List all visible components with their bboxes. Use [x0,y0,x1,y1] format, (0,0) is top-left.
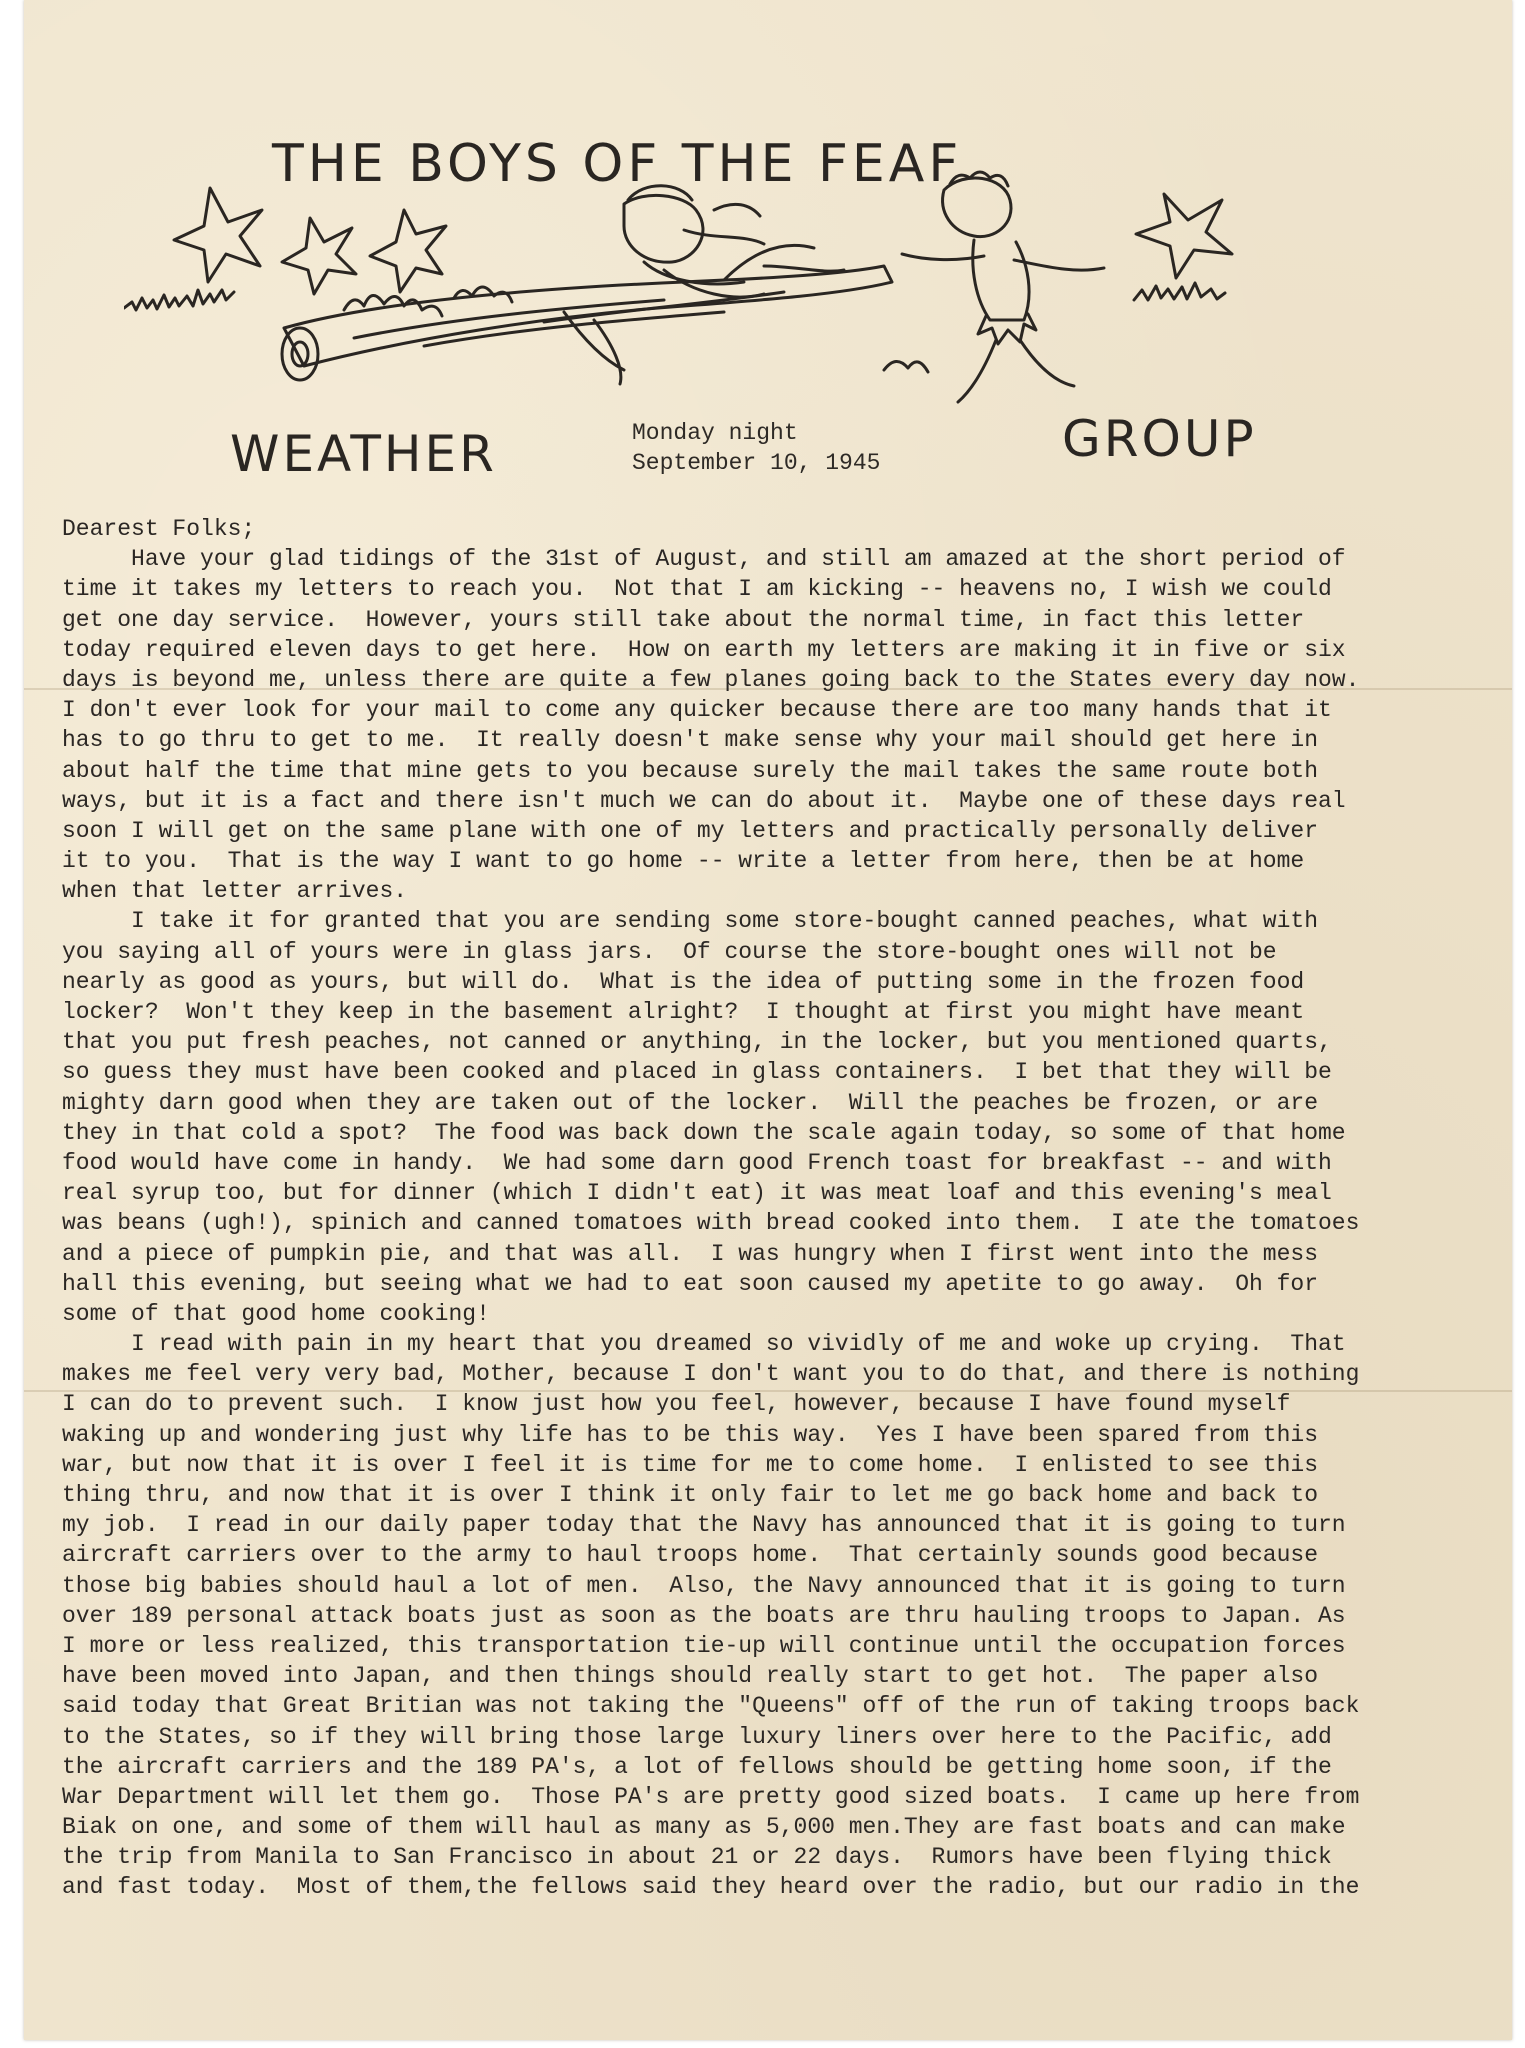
log-end-core [292,342,308,366]
letter-line: hall this evening, but seeing what we had to eat soon caused my apetite to go away. Oh for [62,1270,1319,1297]
letter-body [62,514,1502,1903]
masthead-group: GROUP [1062,410,1257,468]
letter-line: aircraft carriers over to the army to haul troops home. That certainly sounds good because [62,1542,1319,1569]
character-head [943,178,1011,237]
letter-line: have been moved into Japan, and then things should really start to get hot. The paper also [62,1663,1319,1690]
letter-line: real syrup too, but for dinner (which I didn't eat) it was meat loaf and this evening's meal [62,1180,1332,1207]
star-icon [1136,194,1232,278]
star-icon [174,188,262,282]
bush [884,361,928,372]
star-icon [370,210,446,292]
letter-line: over 189 personal attack boats just as soon as the boats are thru hauling troops to Japan. As [62,1602,1346,1629]
character-legs [958,340,1074,402]
letter-line: locker? Won't they keep in the basement alright? I thought at first you might have meant [62,999,1305,1025]
grass-left [124,290,234,310]
letter-line: my job. I read in our daily paper today that the Navy has announced that it is going to turn [62,1512,1346,1539]
letter-line: and fast today. Most of them,the fellows said they heard over the radio, but our radio in the [62,1874,1360,1901]
letter-line: I don't ever look for your mail to come any quicker because there are too many hands that it [62,697,1332,724]
letter-line: Have your glad tidings of the 31st of August, and still am amazed at the short period of [62,546,1346,573]
masthead-illustration [124,170,1454,410]
character-body [973,240,1029,320]
letter-line: you saying all of yours were in glass jars. Of course the store-bought ones will not be [62,938,1277,965]
letter-line: ways, but it is a fact and there isn't much we can do about it. Maybe one of these days real [62,787,1346,814]
letter-line: get one day service. However, yours still take about the normal time, in fact this letter [62,606,1305,633]
letter-line: thing thru, and now that it is over I think it only fair to let me go back home and back to [62,1482,1319,1508]
figure-body [624,195,703,262]
dateline-date: September 10, 1945 [632,450,881,476]
letter-line: I more or less realized, this transportation tie-up will continue until the occupation forces [62,1632,1346,1659]
letter-line: waking up and wondering just why life has to be this way. Yes I have been spared from this [62,1421,1319,1448]
letter-line: they in that cold a spot? The food was back down the scale again today, so some of that home [62,1119,1346,1146]
letter-line: I can do to prevent such. I know just how you feel, however, because I have found myself [62,1391,1291,1418]
letter-line: days is beyond me, unless there are quite a few planes going back to the States every day now. [62,666,1360,693]
letter-line: that you put fresh peaches, not canned or anything, in the locker, but you mentioned quarts, [62,1029,1332,1056]
letter-line: said today that Great Britian was not taking the "Queens" off of the run of taking troops back [62,1693,1360,1720]
letter-line: makes me feel very very bad, Mother, because I don't want you to do that, and there is nothing [62,1361,1360,1388]
letter-line: today required eleven days to get here. How on earth my letters are making it in five or six [62,636,1346,663]
letter-line: mighty darn good when they are taken out of the locker. Will the peaches be frozen, or are [62,1089,1319,1116]
letter-line: was beans (ugh!), spinich and canned tomatoes with bread cooked into them. I ate the tomatoes [62,1210,1360,1237]
letter-line: has to go thru to get to me. It really doesn't make sense why your mail should get here in [62,727,1319,754]
masthead-weather: WEATHER [230,425,497,483]
letter-line: soon I will get on the same plane with one of my letters and practically personally deliver [62,817,1319,844]
log-end [282,328,318,380]
dateline-day: Monday night [632,420,798,446]
letter-line: when that letter arrives. [62,878,408,905]
letter-line: the trip from Manila to San Francisco in about 21 or 22 days. Rumors have been flying thick [62,1844,1332,1871]
letter-line: and a piece of pumpkin pie, and that was all. I was hungry when I first went into the mess [62,1240,1319,1267]
letter-line: war, but now that it is over I feel it is time for me to come home. I enlisted to see this [62,1451,1319,1478]
letter-line: those big babies should haul a lot of men. Also, the Navy announced that it is going to turn [62,1572,1346,1599]
grass-right [1134,283,1225,300]
letter-page [24,0,1512,2040]
letter-line: War Department will let them go. Those PA's are pretty good sized boats. I came up here from [62,1783,1360,1810]
dateline [632,418,880,478]
letter-line: Biak on one, and some of them will haul as many as 5,000 men.They are fast boats and can make [62,1814,1346,1841]
letter-line: I take it for granted that you are sending some store-bought canned peaches, what with [62,908,1319,935]
character-arm [902,254,1104,270]
letter-line: food would have come in handy. We had some darn good French toast for breakfast -- and with [62,1149,1332,1176]
letter-line: time it takes my letters to reach you. Not that I am kicking -- heavens no, I wish we could [62,576,1332,603]
star-icon [282,218,356,294]
masthead-title: THE BOYS OF THE FEAF [272,134,963,194]
letter-line: to the States, so if they will bring those large luxury liners over here to the Pacific, add [62,1723,1332,1750]
letter-line: nearly as good as yours, but will do. What is the idea of putting some in the frozen food [62,968,1305,995]
letter-line: so guess they must have been cooked and placed in glass containers. I bet that they will be [62,1059,1332,1086]
letter-line: some of that good home cooking! [62,1300,490,1327]
letter-line: the aircraft carriers and the 189 PA's, a lot of fellows should be getting home soon, if the [62,1753,1332,1780]
letter-line: I read with pain in my heart that you dreamed so vividly of me and woke up crying. That [62,1331,1346,1358]
letter-line: it to you. That is the way I want to go home -- write a letter from here, then be at home [62,848,1305,875]
salutation: Dearest Folks; [62,516,256,542]
letter-line: about half the time that mine gets to you because surely the mail takes the same route both [62,757,1319,784]
